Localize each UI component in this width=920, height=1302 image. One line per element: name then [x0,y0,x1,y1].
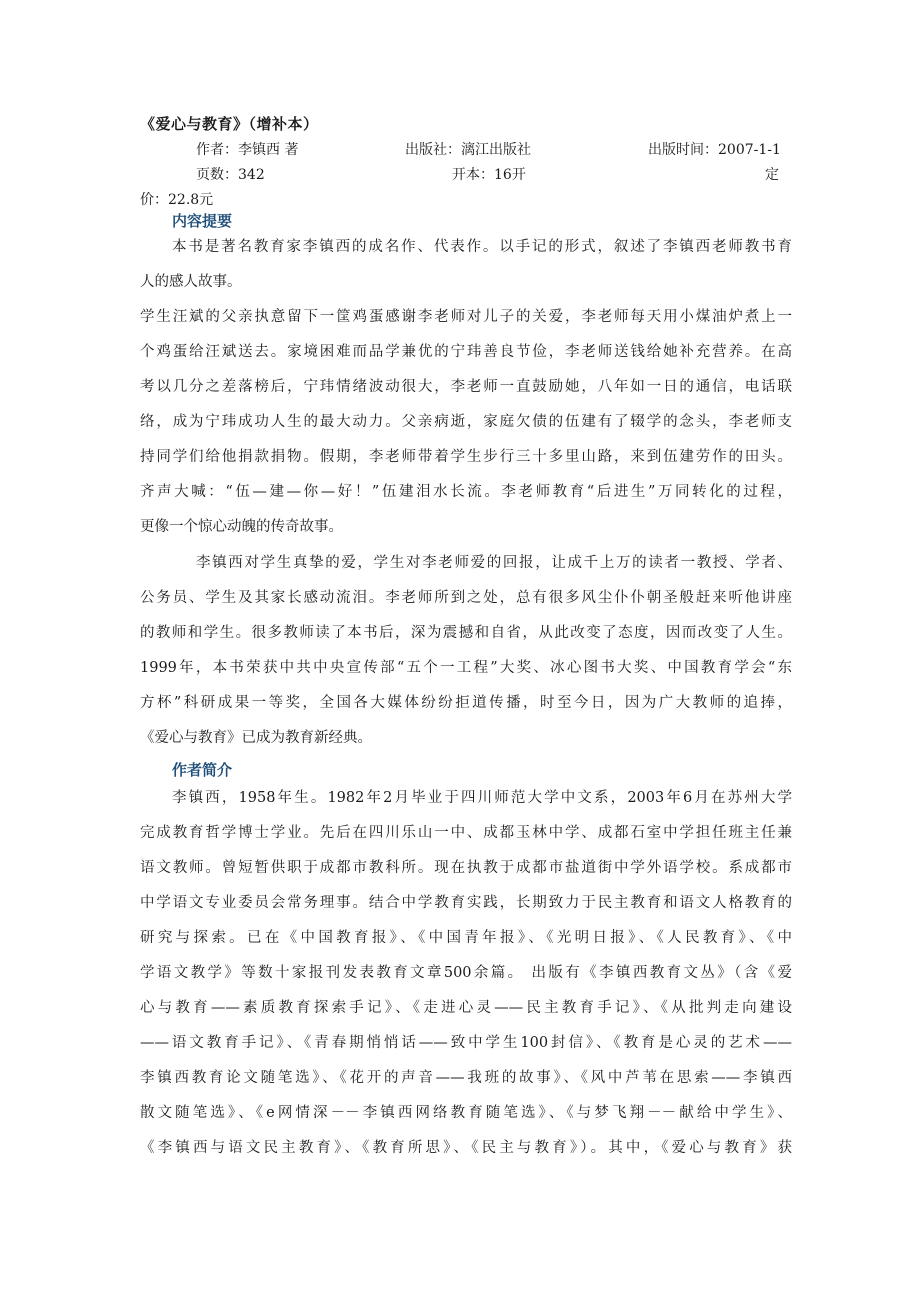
summary-line: 人的感人故事。 [140,274,242,290]
author-line: 心与教育——素质教育探索手记》、《走进心灵——民主教育手记》、《从批判走向建设 [140,1000,792,1016]
author-line: 学语文教学》等数十家报刊发表教育文章500余篇。 出版有《李镇西教育文丛》（含《爱 [140,965,792,981]
book-title: 《爱心与教育》（增补本） [140,115,319,133]
author-line: 散文随笔选》、《e网情深－－李镇西网络教育随笔选》、《与梦飞翔－－献给中学生》、 [140,1105,792,1121]
summary-line: 持同学们给他捐款捐物。假期，李老师带着学生步行三十多里山路，来到伍建劳作的田头。 [140,449,792,465]
pub-date-info: 出版时间：2007-1-1 [648,142,781,158]
summary-line: 个鸡蛋给汪斌送去。家境困难而品学兼优的宁玮善良节俭，李老师送钱给她补充营养。在高 [140,344,792,360]
summary-line: 络，成为宁玮成功人生的最大动力。父亲病逝，家庭欠债的伍建有了辍学的念头，李老师支 [140,414,792,430]
summary-line: 学生汪斌的父亲执意留下一筐鸡蛋感谢李老师对儿子的关爱，李老师每天用小煤油炉煮上一 [140,309,792,325]
author-line: 完成教育哲学博士学业。先后在四川乐山一中、成都玉林中学、成都石室中学担任班主任兼 [140,825,792,841]
summary-line: 齐声大喊：“伍—建—你—好！”伍建泪水长流。李老师教育“后进生”万同转化的过程， [140,484,792,500]
summary-line: 的教师和学生。很多教师读了本书后，深为震撼和自省，从此改变了态度，因而改变了人生。 [140,625,792,641]
summary-line: 公务员、学生及其家长感动流泪。李老师所到之处，总有很多风尘仆仆朝圣般赶来听他讲座 [140,590,792,606]
summary-line: 方杯”科研成果一等奖，全国各大媒体纷纷拒道传播，时至今日，因为广大教师的追捧， [140,695,792,711]
summary-line: 更像一个惊心动魄的传奇故事。 [140,519,343,535]
page-count-info: 页数：342 [196,167,265,183]
author-line: ——语文教育手记》、《青春期悄悄话——致中学生100封信》、《教育是心灵的艺术—— [140,1035,792,1051]
author-line: 语文教师。曾短暂供职于成都市教科所。现在执教于成都市盐道街中学外语学校。系成都市 [140,860,792,876]
summary-heading: 内容提要 [172,212,233,230]
summary-line: 1999年，本书荣获中共中央宣传部“五个一工程”大奖、冰心图书大奖、中国教育学会“东 [140,660,792,676]
publisher-info: 出版社：漓江出版社 [405,142,531,158]
summary-line: 考以几分之差落榜后，宁玮情绪波动很大，李老师一直鼓励她，八年如一日的通信，电话联 [140,379,792,395]
summary-line: 《爱心与教育》已成为教育新经典。 [140,730,372,746]
price-info: 价：22.8元 [140,192,214,208]
author-line: 李镇西，1958年生。1982年2月毕业于四川师范大学中文系，2003年6月在苏州大学 [172,790,792,806]
author-line: 李镇西教育论文随笔选》、《花开的声音——我班的故事》、《风中芦苇在思索——李镇西 [140,1070,792,1086]
author-heading: 作者简介 [172,761,233,779]
author-info: 作者：李镇西 著 [196,142,299,158]
author-line: 中学语文专业委员会常务理事。结合中学教育实践，长期致力于民主教育和语文人格教育的 [140,895,792,911]
author-line: 研究与探索。已在《中国教育报》、《中国青年报》、《光明日报》、《人民教育》、《中 [140,930,792,946]
summary-line: 本书是著名教育家李镇西的成名作、代表作。以手记的形式，叙述了李镇西老师教书育 [172,239,792,255]
price-label-start: 定 [765,167,779,183]
summary-line: 李镇西对学生真挚的爱，学生对李老师爱的回报，让成千上万的读者一教授、学者、 [196,555,792,571]
format-info: 开本：16开 [452,167,526,183]
author-line: 《李镇西与语文民主教育》、《教育所思》、《民主与教育》）。其中，《爱心与教育》获 [140,1140,792,1156]
